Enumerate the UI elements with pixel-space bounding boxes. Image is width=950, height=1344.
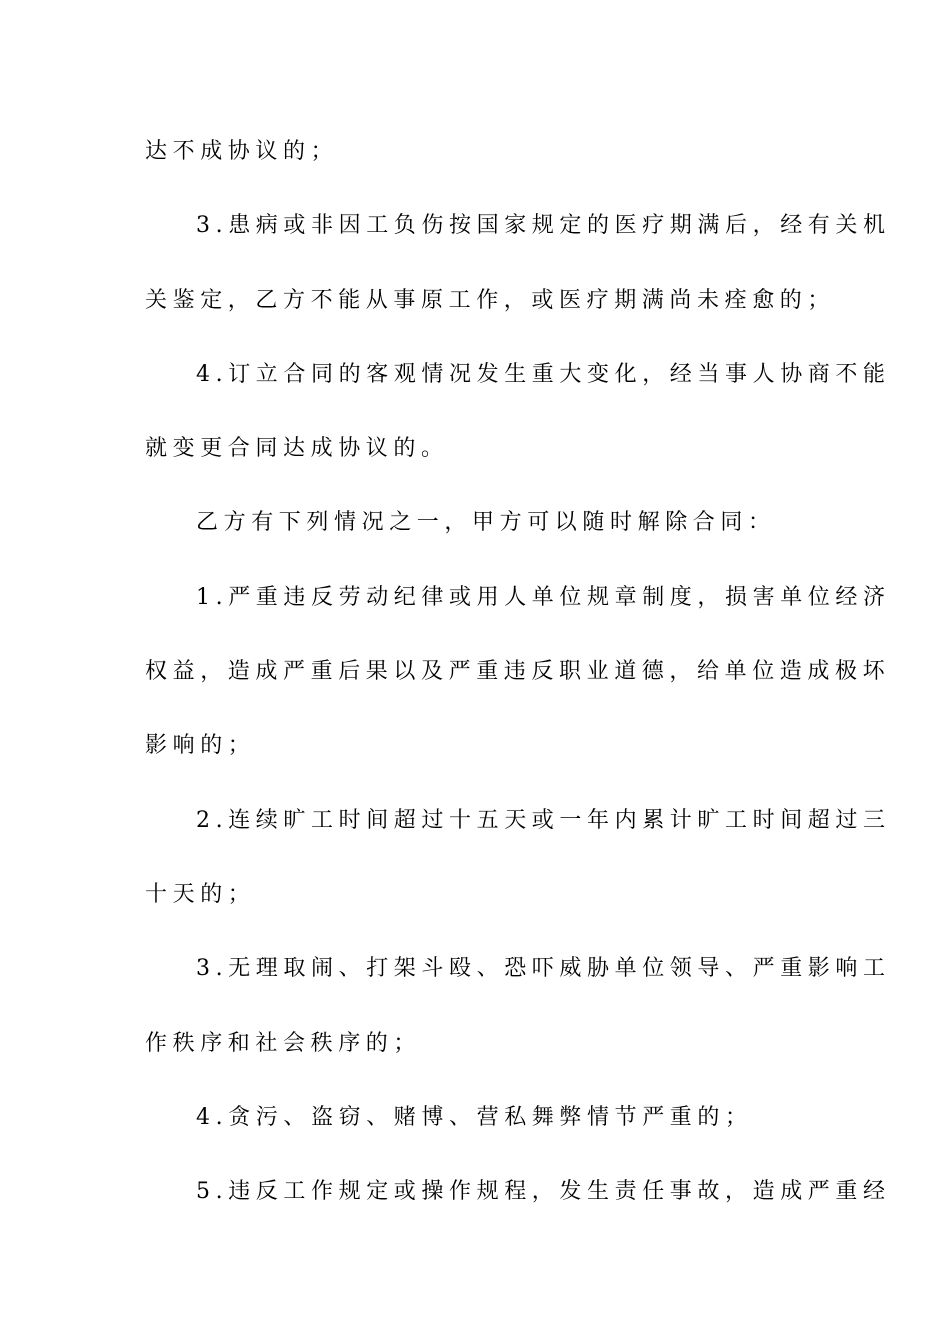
text-line: 达不成协议的； — [145, 139, 339, 164]
text-line: 3.无理取闹、打架斗殴、恐吓威胁单位领导、严重影响工 — [196, 956, 891, 982]
document-body — [145, 115, 891, 1229]
text-line: 4.贪污、盗窃、赌博、营私舞弊情节严重的； — [196, 1104, 753, 1130]
text-line: 影响的； — [145, 733, 256, 759]
text-line: 乙方有下列情况之一，甲方可以随时解除合同： — [196, 510, 776, 536]
text-line: 3.患病或非因工负伤按国家规定的医疗期满后，经有关机 — [196, 213, 891, 239]
text-line: 就变更合同达成协议的。 — [145, 436, 449, 462]
text-line: 1.严重违反劳动纪律或用人单位规章制度，损害单位经济 — [196, 584, 891, 610]
text-line: 十天的； — [145, 881, 256, 907]
text-line: 2.连续旷工时间超过十五天或一年内累计旷工时间超过三 — [196, 807, 891, 833]
text-line: 5.违反工作规定或操作规程，发生责任事故，造成严重经 — [196, 1179, 891, 1205]
text-line: 权益，造成严重后果以及严重违反职业道德，给单位造成极坏 — [145, 659, 891, 685]
text-line: 作秩序和社会秩序的； — [145, 1030, 422, 1056]
text-line: 关鉴定，乙方不能从事原工作，或医疗期满尚未痊愈的； — [145, 287, 836, 313]
text-line: 4.订立合同的客观情况发生重大变化，经当事人协商不能 — [196, 361, 891, 387]
